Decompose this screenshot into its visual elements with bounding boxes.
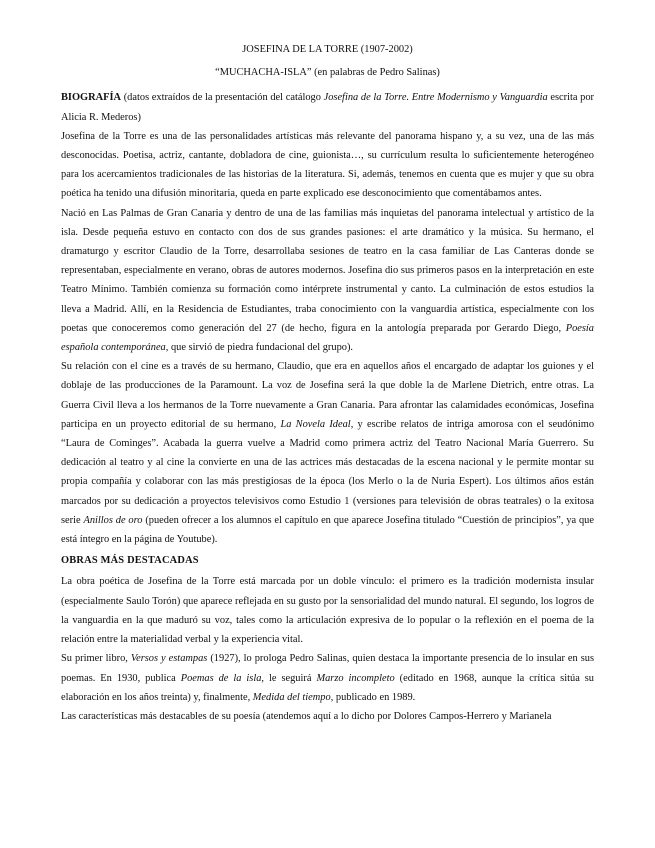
biography-intro-text-b: escrita por Alicia R. Mederos): [61, 92, 594, 123]
novela-ideal-title: La Novela Ideal: [280, 418, 351, 430]
paragraph-5-text-c: , le seguirá: [261, 672, 317, 684]
paragraph-3-text-b: , y escribe relatos de intriga amorosa con el seudónimo “Laura de Cominges”. Acabada la guerra vuelve a Madrid como primera actriz del Teatro Nacional María Guerrero. Su dedicación al teatro y al cine la convierte en una de las actrices más destacadas de la escena nacional y le permite montar su propia compañía y colaborar con las más prestigiosas de la época (los Merlo o la de Nuria Espert). Los últimos años están marcados por su dedicación a proyectos televisivos como Estudio 1 (versiones para televisión de obras teatrales) o la exitosa serie: [61, 418, 595, 526]
document-title: JOSEFINA DE LA TORRE (1907-2002): [242, 44, 413, 55]
paragraph-5-text-d: (editado en 1968, aunque la crítica sitúa su elaboración en los años treinta) y, finalmente,: [61, 672, 595, 703]
paragraph-3: [61, 357, 594, 549]
section-heading-works: OBRAS MÁS DESTACADAS: [61, 555, 199, 567]
biography-label: BIOGRAFÍA: [61, 92, 122, 104]
biography-intro-text-a: (datos extraídos de la presentación del catálogo: [121, 92, 324, 104]
paragraph-3-text-c: (pueden ofrecer a los alumnos el capítulo en que aparece Josefina titulado “Cuestión de principios”, ya que está íntegro en la página de Youtube).: [61, 514, 594, 546]
biography-intro: [61, 88, 594, 126]
marzo-incompleto-title: Marzo incompleto: [316, 672, 395, 684]
anthology-title: Poesía española contemporánea: [61, 322, 594, 354]
paragraph-3-text-a: Su relación con el cine es a través de su hermano, Claudio, que era en aquellos años el encargado de adaptar los guiones y el doblaje de las producciones de la Paramount. La voz de Josefina será la que doble la de Marlene Dietrich, entre otras. La Guerra Civil lleva a los hermanos de la Torre nuevamente a Gran Canaria. Para afrontar las calamidades económicas, Josefina participa en un proyecto editorial de su hermano,: [61, 361, 594, 430]
paragraph-4: La obra poética de Josefina de la Torre está marcada por un doble vínculo: el primero es la tradición modernista insular (especialmente Saulo Torón) que aparece reflejada en su gusto por la sensorialidad del mundo natural. El segundo, los logros de la vanguardia en la que maduró su voz, tales como la articulación expresiva de lo popular o la reflexión en el poema de la relación entre la materialidad verbal y la experiencia vital.: [61, 576, 594, 646]
document-subtitle: “MUCHACHA-ISLA” (en palabras de Pedro Salinas): [215, 67, 440, 79]
versos-y-estampas-title: Versos y estampas: [130, 653, 208, 665]
paragraph-2-text-b: , que sirvió de piedra fundacional del grupo).: [165, 342, 354, 354]
paragraph-2-text-a: Nació en Las Palmas de Gran Canaria y dentro de una de las familias más inquietas del panorama intelectual y artístico de la isla. Desde pequeña estuvo en contacto con dos de sus grandes pasiones: el arte dramático y la música. Su hermano, el dramaturgo y escritor Claudio de la Torre, desarrollaba sesiones de teatro en la casa familiar de Las Canteras donde se representaban, especialmente en verano, obras de autores modernos. Josefina dio sus primeros pasos en la interpretación en este Teatro Mínimo. También comienza su formación como intérprete instrumental y canto. La culminación de estos estudios la lleva a Madrid. Allí, en la Residencia de Estudiantes, traba conocimiento con la vanguardia artística, especialmente con los poetas que conoceremos como generación del 27 (de hecho, figura en la antología preparada por Gerardo Diego,: [61, 207, 594, 334]
anillos-de-oro-title: Anillos de oro: [83, 514, 143, 526]
paragraph-5-text-e: , publicado en 1989.: [330, 691, 416, 703]
paragraph-1: Josefina de la Torre es una de las personalidades artísticas más relevante del panorama hispano y, a su vez, una de las más desconocidas. Poetisa, actriz, cantante, dobladora de cine, guionista…, su currículum resulta lo suficientemente heterogéneo para los acercamientos tradicionales de las historias de la literatura. Si, además, tenemos en cuenta que es mujer y que su obra poética ha tenido una difusión minoritaria, queda en parte explicado ese desconocimiento que comentábamos antes.: [61, 130, 594, 200]
paragraph-6: Las características más destacables de su poesía (atendemos aquí a lo dicho por Dolores Campos-Herrero y Marianela: [61, 710, 552, 722]
medida-del-tiempo-title: Medida del tiempo: [252, 691, 331, 703]
document-body: [61, 40, 594, 726]
paragraph-5-text-b: (1927), lo prologa Pedro Salinas, quien destaca la importante presencia de lo insular en sus poemas. En 1930, publica: [61, 653, 594, 684]
catalog-title: Josefina de la Torre. Entre Modernismo y Vanguardia: [323, 92, 548, 104]
paragraph-5-text-a: Su primer libro,: [61, 653, 131, 665]
paragraph-2: [61, 204, 594, 358]
poemas-de-la-isla-title: Poemas de la isla: [180, 672, 262, 684]
paragraph-5: [61, 649, 594, 707]
